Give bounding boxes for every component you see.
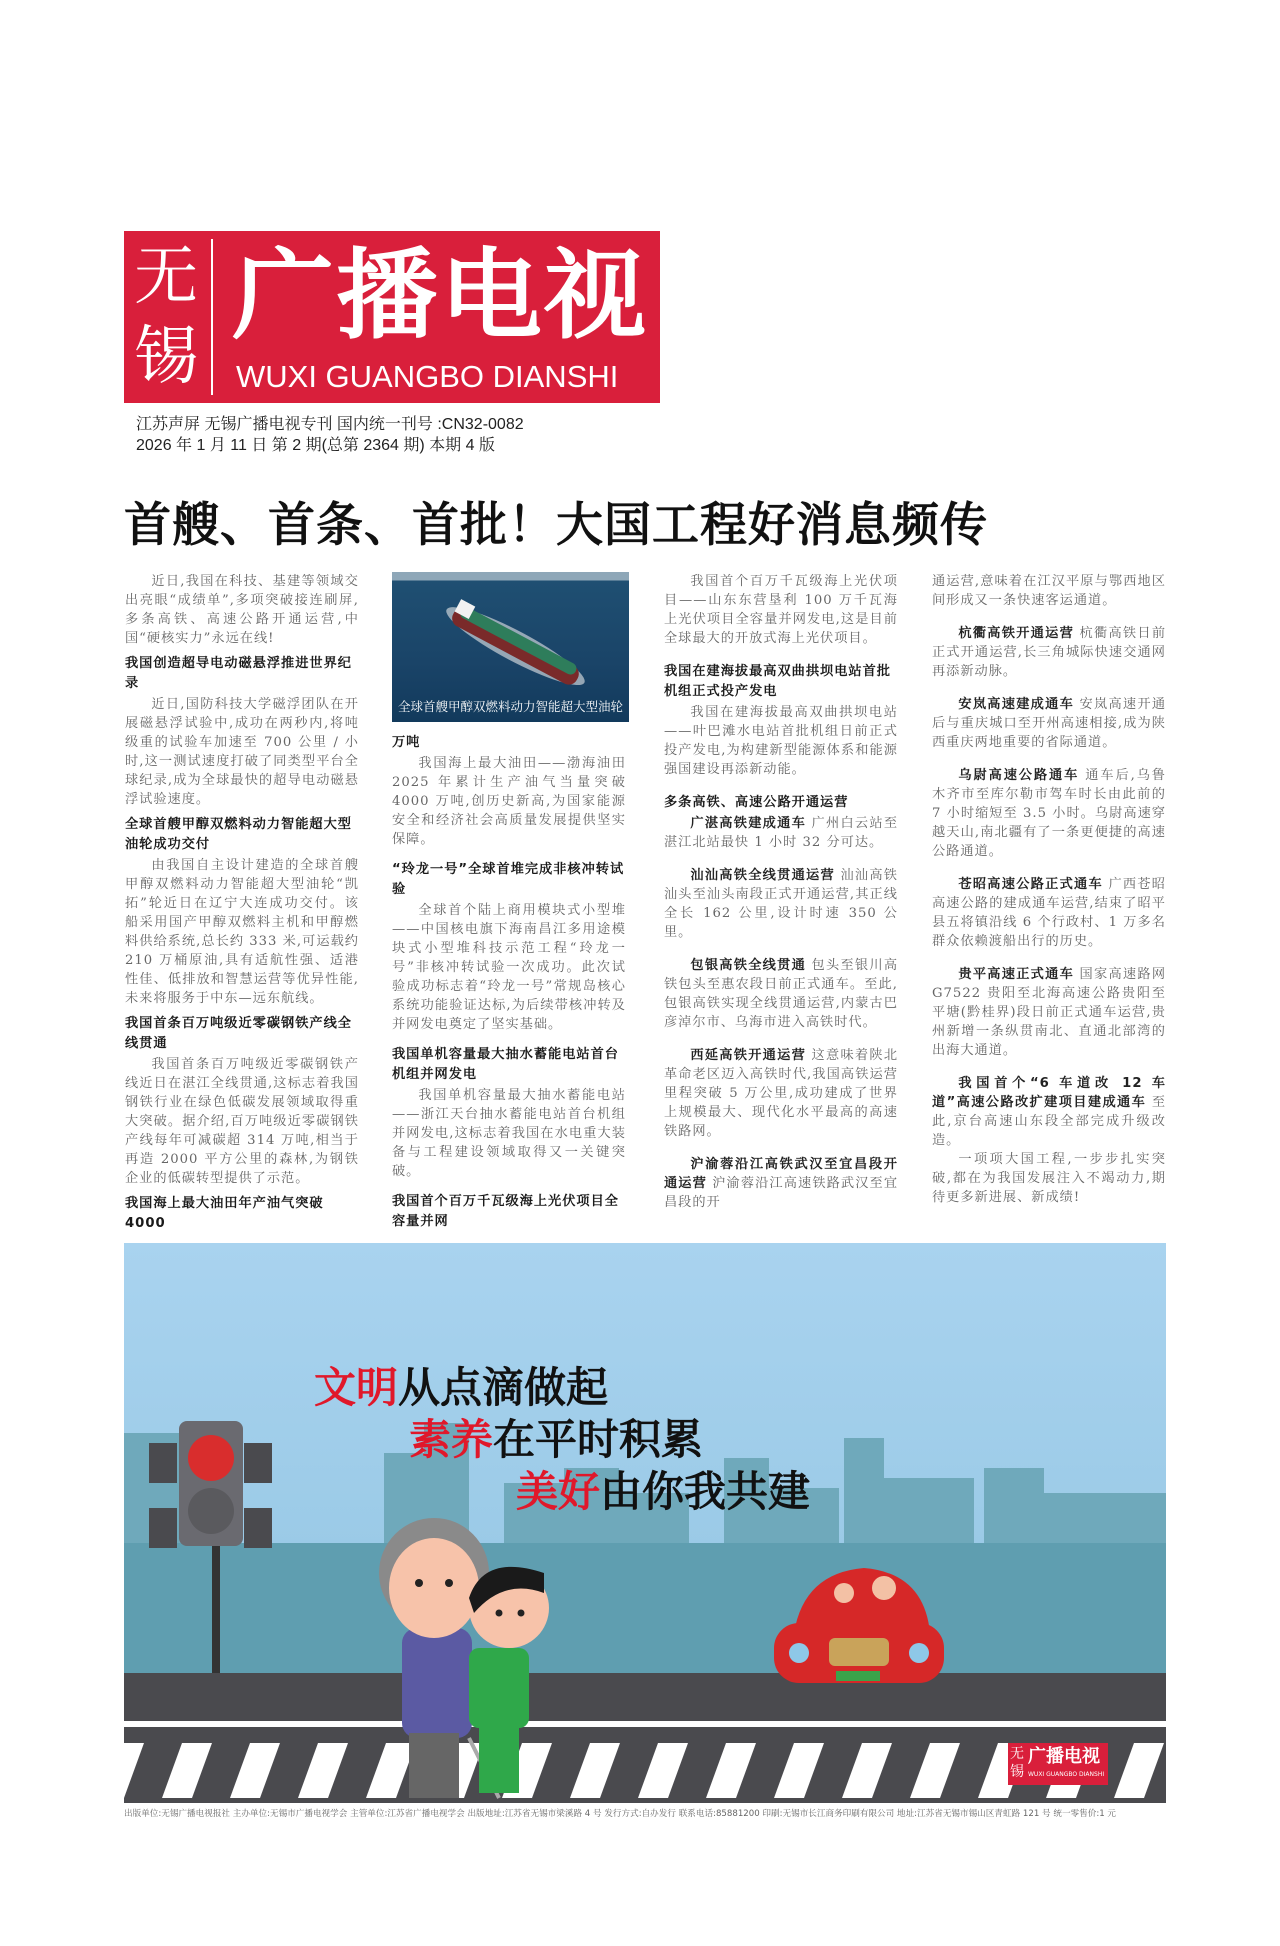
slogan-line-1-highlight: 文明: [314, 1363, 399, 1412]
article-heading: 我国创造超导电动磁悬浮推进世界纪录: [125, 656, 352, 691]
paragraph-text: 近日,我国在科技、基建等领域交出亮眼“成绩单”,多项突破接连刷屏,多条高铁、高速公路开通运营,中国“硬核实力”永远在线!: [125, 574, 359, 646]
article-paragraph: [664, 814, 898, 852]
paragraph-text: 安岚高速开通后与重庆城口至开州高速相接,成为陕西重庆两地重要的省际通道。: [932, 697, 1167, 750]
issue-info-line1: 江苏声屏 无锡广播电视专刊 国内统一刊号 :CN32-0082: [136, 416, 524, 433]
masthead-logo: [124, 231, 660, 403]
poster-logo: [1008, 1743, 1108, 1785]
page-headline: 首艘、首条、首批！大国工程好消息频传: [124, 498, 988, 553]
article-heading: 多条高铁、高速公路开通运营: [664, 795, 849, 810]
slogan-line-1-rest: 从点滴做起: [398, 1363, 609, 1412]
paragraph-text: 全球首个陆上商用模块式小型堆——中国核电旗下海南昌江多用途模块式小型堆科技示范工程“玲龙一号”非核冲转试验一次成功。此次试验成功标志着“玲龙一号”常规岛核心系统功能验证达标,为后续带核冲转及并网发电奠定了坚实基础。: [392, 903, 626, 1032]
article-paragraph: [664, 703, 898, 779]
masthead-divider: [211, 239, 213, 395]
road: [124, 1673, 1166, 1721]
slogan-line-2-highlight: 素养: [409, 1415, 494, 1464]
article-paragraph: [932, 572, 1166, 610]
paragraph-text: 包头至银川高铁包头至惠农段日前正式通车。至此,包银高铁实现全线贯通运营,内蒙古巴彦淖尔市、乌海市进入高铁时代。: [664, 958, 899, 1030]
photo-caption: 全球首艘甲醇双燃料动力智能超大型油轮: [397, 699, 623, 714]
paragraph-lead: 沪渝蓉沿江高铁武汉至宜昌段开通运营: [664, 1157, 898, 1191]
article-paragraph: [392, 754, 626, 849]
article-heading: 我国首条百万吨级近零碳钢铁产线全线贯通: [125, 1016, 352, 1051]
paragraph-lead: 广湛高铁建成通车: [690, 816, 807, 831]
article-paragraph: [664, 1155, 898, 1212]
slogan-line-1: [314, 1363, 608, 1413]
slogan-line-2: [409, 1415, 703, 1465]
article-heading: “玲龙一号”全球首堆完成非核冲转试验: [392, 862, 625, 897]
paragraph-lead: 安岚高速建成通车: [958, 697, 1075, 712]
paragraph-text: 广西苍昭高速公路的建成通车运营,结束了昭平县五将镇沿线 6 个行政村、1 万多名群众依赖渡船出行的历史。: [932, 877, 1166, 949]
article-heading: 我国单机容量最大抽水蓄能电站首台机组并网发电: [392, 1047, 619, 1082]
paragraph-lead: 西延高铁开通运营: [690, 1048, 807, 1063]
paragraph-text: 汕汕高铁汕头至汕头南段正式开通运营,其正线全长 162 公里,设计时速 350 公里。: [664, 868, 898, 940]
article-column-2: [392, 572, 626, 1233]
article-column-1: [125, 572, 359, 1235]
article-heading: 我国海上最大油田年产油气突破 4000: [125, 1196, 324, 1231]
article-heading: 全球首艘甲醇双燃料动力智能超大型油轮成功交付: [125, 817, 352, 852]
paragraph-text: 我国海上最大油田——渤海油田 2025 年累计生产油气当量突破 4000 万吨,创历史新高,为国家能源安全和经济社会高质量发展提供坚实保障。: [392, 756, 626, 847]
paragraph-text: 通运营,意味着在江汉平原与鄂西地区间形成又一条快速客运通道。: [932, 574, 1166, 608]
article-paragraph: [125, 856, 359, 1008]
paragraph-lead: 杭衢高铁开通运营: [958, 626, 1075, 641]
masthead-city: 无锡: [134, 240, 198, 394]
article-paragraph: [932, 624, 1166, 681]
article-paragraph: [664, 866, 898, 942]
article-paragraph: [932, 1074, 1166, 1150]
article-paragraph: [932, 766, 1166, 861]
paragraph-text: 由我国自主设计建造的全球首艘甲醇双燃料动力智能超大型油轮“凯拓”轮近日在辽宁大连成功交付。该船采用国产甲醇双燃料主机和甲醇燃料供给系统,总长约 333 米,可运载约 210 万桶原油,具有适航性强、适港性佳、低排放和智慧运营等优异性能,未来将服务于中东—远东航线。: [125, 858, 359, 1006]
article-column-4: [932, 572, 1166, 1221]
slogan-line-3: [516, 1467, 810, 1517]
article-heading: 万吨: [392, 735, 421, 750]
paragraph-text: 国家高速路网 G7522 贵阳至北海高速公路贵阳至平塘(黔桂界)段日前正式通车运营,贵州新增一条纵贯南北、直通北部湾的出海大通道。: [932, 967, 1167, 1058]
paragraph-text: 至此,京台高速山东段全部完成升级改造。: [932, 1095, 1166, 1148]
slogan-line-3-highlight: 美好: [516, 1467, 601, 1516]
article-column-3: [664, 572, 898, 1226]
article-paragraph: [932, 965, 1166, 1060]
paragraph-text: 这意味着陕北革命老区迈入高铁时代,我国高铁运营里程突破 5 万公里,成功建成了世界上规模最大、现代化水平最高的高速铁路网。: [664, 1048, 899, 1139]
issue-info-line2: 2026 年 1 月 11 日 第 2 期(总第 2364 期) 本期 4 版: [136, 437, 495, 454]
article-paragraph: [932, 1150, 1166, 1207]
paragraph-text: 一项项大国工程,一步步扎实突破,都在为我国发展注入不竭动力,期待更多新进展、新成绩!: [932, 1152, 1166, 1205]
paragraph-text: 我国首条百万吨级近零碳钢铁产线近日在湛江全线贯通,这标志着我国钢铁行业在绿色低碳发展领域取得重大突破。据介绍,百万吨级近零碳钢铁产线每年可减碳超 314 万吨,相当于再造 2000 平方公里的森林,为钢铁企业的低碳转型提供了示范。: [125, 1057, 359, 1186]
article-heading: 我国首个百万千瓦级海上光伏项目全容量并网: [392, 1194, 619, 1229]
article-paragraph: [664, 1046, 898, 1141]
paragraph-text: 我国单机容量最大抽水蓄能电站——浙江天台抽水蓄能电站首台机组并网发电,这标志着我国在水电重大装备与工程建设领域取得又一关键突破。: [392, 1088, 626, 1179]
paragraph-lead: 苍昭高速公路正式通车: [958, 877, 1103, 892]
paragraph-text: 通车后,乌鲁木齐市至库尔勒市驾车时长由此前的 7 小时缩短至 3.5 小时。乌尉高速穿越天山,南北疆有了一条更便捷的高速公路通道。: [932, 768, 1166, 859]
paragraph-lead: 乌尉高速公路通车: [958, 768, 1080, 783]
paragraph-lead: 包银高铁全线贯通: [690, 958, 807, 973]
article-paragraph: [932, 875, 1166, 951]
article-paragraph: [664, 956, 898, 1032]
slogan-line-2-rest: 在平时积累: [493, 1415, 704, 1464]
paragraph-lead: 汕汕高铁全线贯通运营: [690, 868, 835, 883]
paragraph-lead: 我国首个“6 车道改 12 车道”高速公路改扩建项目建成通车: [932, 1076, 1166, 1110]
paragraph-text: 沪渝蓉沿江高速铁路武汉至宜昌段的开: [664, 1176, 899, 1210]
paragraph-lead: 贵平高速正式通车: [958, 967, 1075, 982]
article-paragraph: [932, 695, 1166, 752]
paragraph-text: 杭衢高铁日前正式开通运营,长三角城际快速交通网再添新动脉。: [932, 626, 1167, 679]
masthead-romanized: WUXI GUANGBO DIANSHI: [236, 359, 619, 394]
article-paragraph: [125, 1055, 359, 1188]
article-paragraph: [664, 572, 898, 648]
poster-logo-city: 无锡: [1010, 1746, 1024, 1780]
paragraph-text: 我国首个百万千瓦级海上光伏项目——山东东营垦利 100 万千瓦海上光伏项目全容量并网发电,这是目前全球最大的开放式海上光伏项目。: [664, 574, 898, 646]
publication-footer: 出版单位:无锡广播电视报社 主办单位:无锡市广播电视学会 主管单位:江苏省广播电视学会 出版地址:江苏省无锡市梁溪路 4 号 发行方式:自办发行 联系电话:85881200 印刷:无锡市长江商务印刷有限公司 地址:江苏省无锡市锡山区青虹路 121 号 统一零售价:1 元: [124, 1809, 1117, 1819]
article-paragraph: [392, 1086, 626, 1181]
tanker-photo: [392, 572, 629, 722]
article-heading: 我国在建海拔最高双曲拱坝电站首批机组正式投产发电: [664, 664, 891, 699]
slogan-line-3-rest: 由你我共建: [600, 1467, 811, 1516]
article-paragraph: [392, 901, 626, 1034]
article-paragraph: [125, 695, 359, 809]
article-paragraph: [125, 572, 359, 648]
paragraph-text: 广州白云站至湛江北站最快 1 小时 32 分可达。: [664, 816, 899, 850]
civility-poster: [124, 1243, 1166, 1803]
paragraph-text: 近日,国防科技大学磁浮团队在开展磁悬浮试验中,成功在两秒内,将吨级重的试验车加速至 700 公里 / 小时,这一测试速度打破了同类型平台全球纪录,成为全球最快的超导电动磁悬浮试验速度。: [125, 697, 359, 807]
poster-illustration: [124, 1243, 1166, 1803]
poster-logo-roman: WUXI GUANGBO DIANSHI: [1028, 1771, 1105, 1778]
paragraph-text: 我国在建海拔最高双曲拱坝电站——叶巴滩水电站首批机组日前正式投产发电,为构建新型能源体系和能源强国建设再添新动能。: [664, 705, 898, 777]
poster-logo-title: 广播电视: [1028, 1746, 1100, 1767]
masthead-title: 广播电视: [232, 239, 649, 353]
